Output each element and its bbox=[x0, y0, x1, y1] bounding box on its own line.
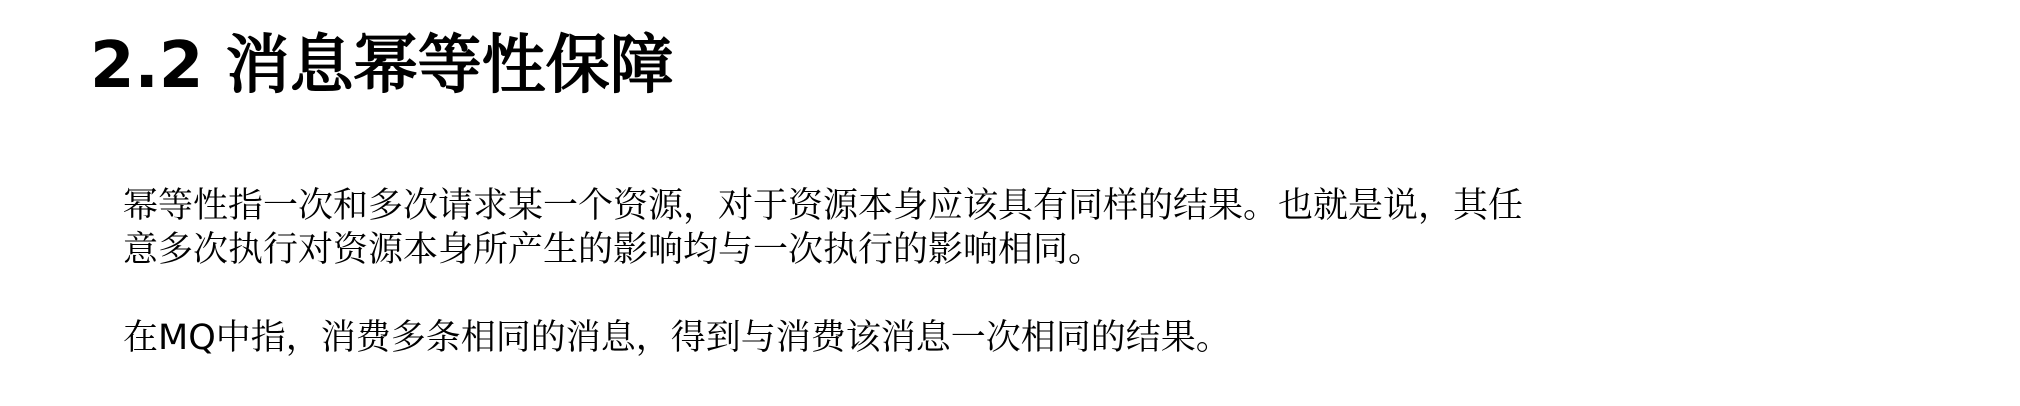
paragraph-line: 意多次执行对资源本身所产生的影响均与一次执行的影响相同。 bbox=[123, 230, 1104, 270]
paragraph-definition bbox=[123, 184, 1643, 272]
paragraph-line: 在MQ中指，消费多条相同的消息，得到与消费该消息一次相同的结果。 bbox=[123, 318, 1231, 358]
slide-body bbox=[123, 184, 1643, 360]
paragraph-mq bbox=[123, 316, 1643, 360]
paragraph-line: 幂等性指一次和多次请求某一个资源，对于资源本身应该具有同样的结果。也就是说，其任 bbox=[123, 186, 1524, 226]
slide-title: 2.2 消息幂等性保障 bbox=[90, 29, 674, 103]
